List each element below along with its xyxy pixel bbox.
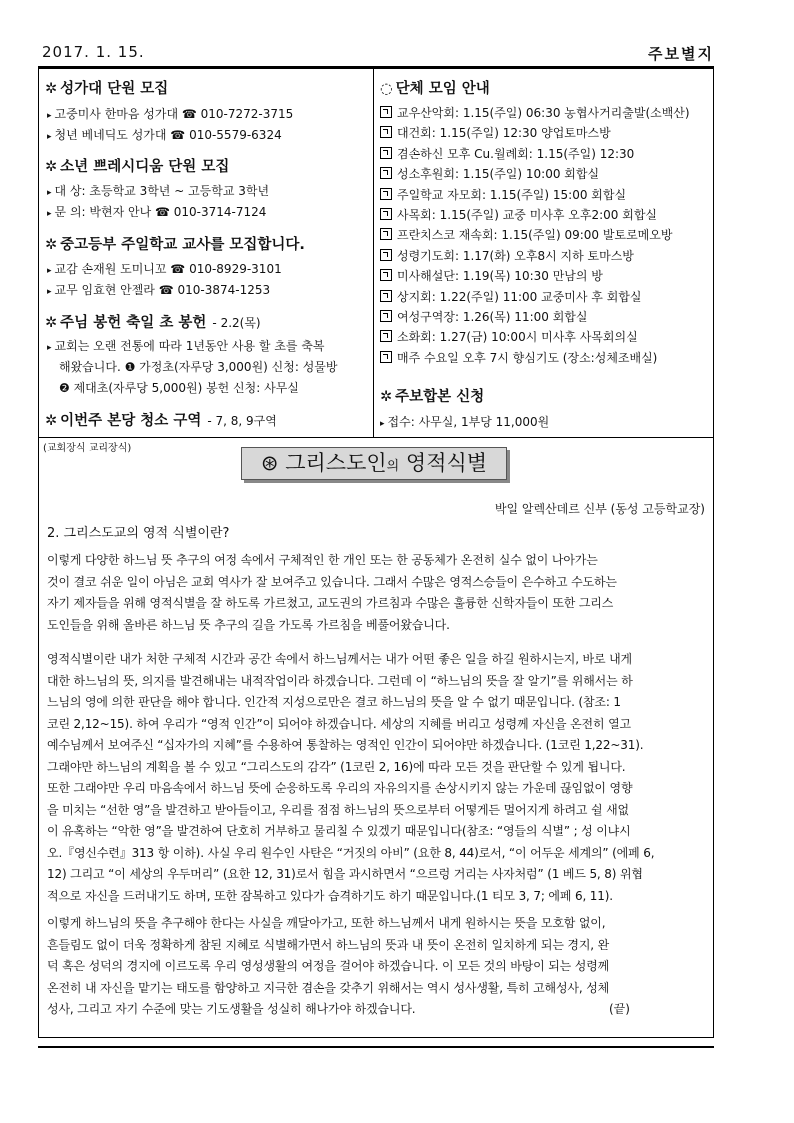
section-divider bbox=[39, 437, 713, 438]
article-subhead: 2. 그리스도교의 영적 식별이란? bbox=[47, 526, 230, 541]
pointer-icon bbox=[380, 167, 392, 179]
article-end-mark: (끝) bbox=[609, 1002, 630, 1016]
paragraph-line: 코린 2,12~15). 하여 우리가 “영적 인간”이 되어야 하겠습니다. 세상의 지혜를 버리고 성령께 자신을 온전히 열고 bbox=[47, 716, 631, 731]
banner-title-a: 그리스도인 bbox=[285, 451, 387, 475]
meeting-item: 사목회: 1.15(주일) 교중 미사후 오후2:00 회합실 bbox=[380, 206, 657, 223]
paragraph-line: 12) 그리고 “이 세상의 우두머리” (요한 12, 31)로서 힘을 과시하면서 “으르렁 거리는 사자처럼” (1 베드 5, 8) 위협 bbox=[47, 867, 643, 881]
pointer-icon bbox=[380, 188, 392, 200]
banner-title-c: 영적식별 bbox=[405, 451, 488, 475]
right-column bbox=[374, 69, 713, 437]
meeting-item: 성령기도회: 1.17(화) 오후8시 지하 토마스방 bbox=[380, 247, 634, 264]
left-column bbox=[39, 69, 374, 437]
candle-line-3: ❷ 제대초(자루당 5,000원) 봉헌 신청: 사무실 bbox=[59, 381, 299, 395]
pointer-icon bbox=[380, 106, 392, 118]
section-title-bulletin: ✲ 주보합본 신청 bbox=[380, 389, 485, 405]
choir-line-2: ▸ 청년 베네딕도 성가대 ☎ 010-5579-6324 bbox=[47, 128, 282, 142]
paragraph-line: 성사, 그리고 자기 수준에 맞는 기도생활을 성실히 해나가야 하겠습니다. bbox=[47, 1002, 416, 1016]
section-title-meetings: ◌ 단체 모임 안내 bbox=[380, 81, 490, 97]
praesidium-line-2: ▸ 문 의: 박현자 안나 ☎ 010-3714-7124 bbox=[47, 205, 267, 219]
pointer-icon bbox=[380, 126, 392, 138]
bottom-rule bbox=[38, 1046, 714, 1048]
praesidium-line-1: ▸ 대 상: 초등학교 3학년 ~ 고등학교 3학년 bbox=[47, 184, 270, 198]
banner-title-b: 의 bbox=[386, 459, 400, 474]
meeting-item: 미사해설단: 1.19(목) 10:30 만남의 방 bbox=[380, 267, 603, 284]
paragraph-line: 흔들림도 없이 더욱 정확하게 참된 지혜로 식별해가면서 하느님의 뜻과 내 뜻이 온전히 일치하게 되는 경지, 완 bbox=[47, 937, 610, 952]
bulletin-line: ▸ 접수: 사무실, 1부당 11,000원 bbox=[380, 415, 550, 429]
meeting-item: 프란치스코 재속회: 1.15(주일) 09:00 발토로메오방 bbox=[380, 226, 672, 243]
paragraph-2 bbox=[47, 649, 707, 907]
pointer-icon bbox=[380, 147, 392, 159]
paragraph-line: 덕 혹은 성덕의 경지에 이르도록 우리 영성생활의 여정을 걸어야 하겠습니다. 이 모든 것의 바탕이 되는 성령께 bbox=[47, 959, 610, 973]
teachers-line-1: ▸ 교감 손재원 도미니꼬 ☎ 010-8929-3101 bbox=[47, 262, 282, 276]
paragraph-line: 이렇게 하느님의 뜻을 추구해야 한다는 사실을 깨달아가고, 또한 하느님께서 내게 원하시는 뜻을 모호함 없이, bbox=[47, 916, 606, 930]
choir-line-1: ▸ 고중미사 한마음 성가대 ☎ 010-7272-3715 bbox=[47, 107, 294, 121]
paragraph-line: 대한 하느님의 뜻, 의지를 발견해내는 내적작업이라 하겠습니다. 그런데 이 “하느님의 뜻을 잘 알기”를 위해서는 하 bbox=[47, 673, 633, 688]
meeting-item: 성소후원회: 1.15(주일) 10:00 회합실 bbox=[380, 165, 599, 182]
paragraph-line: 온전히 내 자신을 맡기는 태도를 함양하고 지극한 겸손을 갖추기 위해서는 역시 성사생활, 특히 고해성사, 성체 bbox=[47, 980, 610, 995]
header-date: 2017. 1. 15. bbox=[42, 43, 145, 61]
paragraph-line: 느님의 영에 의한 판단을 해야 합니다. 인간적 지성으로만은 결코 하느님의 뜻을 알 수 없기 때문입니다. (참조: 1 bbox=[47, 695, 621, 709]
page-frame bbox=[38, 68, 714, 1038]
paragraph-line: 예수님께서 보여주신 “십자가의 지혜”를 수용하여 통찰하는 영적인 인간이 되어야만 하겠습니다. (1코린 1,22~31). bbox=[47, 738, 644, 752]
pointer-icon bbox=[380, 228, 392, 240]
pointer-icon bbox=[380, 310, 392, 322]
candle-line-2: 해왔습니다. ❶ 가정초(자루당 3,000원) 신청: 성물방 bbox=[59, 360, 338, 374]
meeting-item: 소화회: 1.27(금) 10:00시 미사후 사목회의실 bbox=[380, 328, 638, 345]
article-tag: (교회장식 교리장식) bbox=[43, 443, 132, 454]
meeting-item: 대건회: 1.15(주일) 12:30 양업토마스방 bbox=[380, 124, 611, 141]
paragraph-line: 또한 그래야만 우리 마음속에서 하느님 뜻에 순응하도록 우리의 자유의지를 손상시키지 않는 가운데 끊임없이 영향 bbox=[47, 781, 633, 795]
paragraph-line: 이렇게 다양한 하느님 뜻 추구의 여정 속에서 구체적인 한 개인 또는 한 공동체가 온전히 실수 없이 나아가는 bbox=[47, 553, 598, 567]
paragraph-line: 도인들을 위해 올바른 하느님 뜻 추구의 길을 가도록 가르침을 베풀어왔습니다. bbox=[47, 617, 450, 632]
paragraph-line: 그래야만 하느님의 계획을 볼 수 있고 “그리스도의 감각” (1코린 2, 16)에 따라 모든 것을 판단할 수 있게 됩니다. bbox=[47, 759, 626, 774]
paragraph-line: 자기 제자들을 위해 영적식별을 잘 하도록 가르쳤고, 교도권의 가르침과 수많은 훌륭한 신학자들이 또한 그리스 bbox=[47, 596, 614, 610]
section-title-praesidium: ✲ 소년 쁘레시디움 단원 모집 bbox=[45, 159, 230, 175]
section-title-candle: ✲ 주님 봉헌 축일 초 봉헌 - 2.2(목) bbox=[45, 315, 261, 331]
pointer-icon bbox=[380, 269, 392, 281]
header-title: 주보별지 bbox=[648, 45, 714, 63]
meeting-item: 주일학교 자모회: 1.15(주일) 15:00 회합실 bbox=[380, 186, 626, 203]
article-author: 박일 알렉산데르 신부 (동성 고등학교장) bbox=[494, 502, 705, 516]
paragraph-3 bbox=[47, 913, 707, 1021]
meeting-item: 교우산악회: 1.15(주일) 06:30 농협사거리출발(소백산) bbox=[380, 104, 690, 121]
pointer-icon bbox=[380, 208, 392, 220]
meeting-item: 여성구역장: 1.26(목) 11:00 회합실 bbox=[380, 308, 587, 325]
meeting-item: 겸손하신 모후 Cu.월례회: 1.15(주일) 12:30 bbox=[380, 145, 634, 162]
paragraph-line: 적으로 자신을 드러내기도 하며, 또한 잠복하고 있다가 습격하기도 하기 때문입니다.(1 티모 3, 7; 에페 6, 11). bbox=[47, 888, 613, 903]
banner-mark: ⊛ bbox=[260, 451, 279, 475]
pointer-icon bbox=[380, 249, 392, 261]
paragraph-line: 것이 결코 쉬운 일이 아님은 교회 역사가 잘 보여주고 있습니다. 그래서 수많은 영적스승들이 은수하고 수도하는 bbox=[47, 574, 617, 589]
article-banner bbox=[241, 447, 507, 480]
pointer-icon bbox=[380, 290, 392, 302]
meeting-item: 매주 수요일 오후 7시 향심기도 (장소:성체조배실) bbox=[380, 349, 657, 366]
teachers-line-2: ▸ 교무 임효현 안젤라 ☎ 010-3874-1253 bbox=[47, 283, 271, 297]
meeting-item: 상지회: 1.22(주일) 11:00 교중미사 후 회합실 bbox=[380, 288, 641, 305]
paragraph-line: 영적식별이란 내가 처한 구체적 시간과 공간 속에서 하느님께서는 내가 어떤 좋은 일을 하길 원하시는지, 바로 내게 bbox=[47, 652, 632, 666]
candle-line-1: ▸ 교회는 오랜 전통에 따라 1년동안 사용 할 초를 축복 bbox=[47, 339, 325, 353]
paragraph-1 bbox=[47, 550, 707, 636]
pointer-icon bbox=[380, 351, 392, 363]
section-title-cleaning: ✲ 이번주 본당 청소 구역 - 7, 8, 9구역 bbox=[45, 413, 277, 429]
section-title-teachers: ✲ 중고등부 주일학교 교사를 모집합니다. bbox=[45, 237, 305, 253]
paragraph-line: 오.『영신수련』313 항 이하). 사실 우리 원수인 사탄은 “거짓의 아비” (요한 8, 44)로서, “이 어두운 세계의” (에페 6, bbox=[47, 845, 655, 860]
paragraph-line: 이 유혹하는 “악한 영”을 발견하여 단호히 거부하고 물리칠 수 있겠기 때문입니다(참조: “영들의 식별” ; 성 이냐시 bbox=[47, 824, 631, 838]
paragraph-line: 을 미치는 “선한 영”을 발견하고 받아들이고, 우리를 점점 하느님의 뜻으로부터 어떻게든 멀어지게 하려고 쉴 새없 bbox=[47, 802, 629, 817]
pointer-icon bbox=[380, 330, 392, 342]
section-title-choir: ✲ 성가대 단원 모집 bbox=[45, 81, 169, 97]
